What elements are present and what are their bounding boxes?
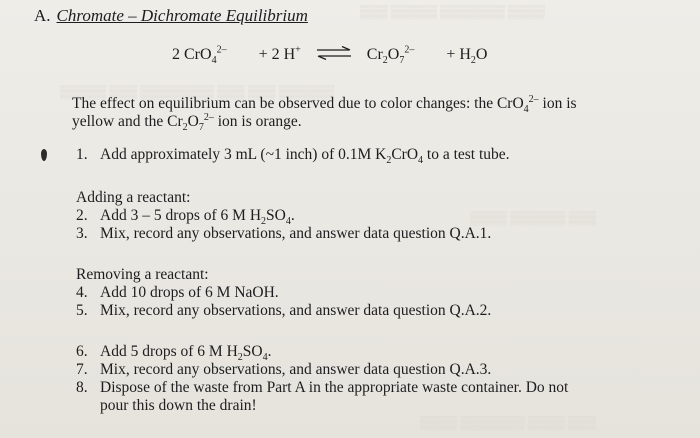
bleed-through-texture: ▒▒▒ ▒▒▒▒▒ ▒▒▒▒▒▒▒ ▒▒▒▒ (360, 4, 545, 19)
product-water: + $H_2O$ (446, 46, 488, 67)
bullet-dot-icon (41, 149, 47, 161)
intro-line-1: The effect on equilibrium can be observed due to color changes: the CrO$_4^{2-}$ ion is (72, 93, 577, 116)
reactant-hydrogen: + 2 H+ (258, 44, 301, 64)
reactant-chromate: 2 CrO$_4^{2-}$ (172, 44, 227, 67)
step-8: 8. Dispose of the waste from Part A in the appropriate waste container. Do not (76, 379, 569, 396)
intro-line-2: yellow and the $Cr_2O_7^{2-}$ ion is orange. (72, 111, 302, 134)
step-3: 3. Mix, record any observations, and answer data question Q.A.1. (76, 225, 492, 242)
section-name: Chromate – Dichromate Equilibrium (56, 6, 308, 25)
step-6: 6. Add 5 drops of 6 M $H_2SO_4$. (76, 343, 272, 364)
step-2: 2. Add 3 – 5 drops of 6 M $H_2SO_4$. (76, 207, 295, 228)
section-title (34, 6, 308, 26)
step-4: 4. Add 10 drops of 6 M NaOH. (76, 284, 279, 301)
bleed-through-texture: ▒▒▒▒▒ ▒▒▒ ▒▒▒▒▒▒▒▒ ▒▒▒ ▒▒▒ ▒▒▒▒▒▒ (60, 84, 335, 99)
bleed-through-texture: ▒▒▒▒ ▒▒▒▒▒▒ ▒▒▒ (470, 210, 597, 225)
heading-removing-reactant: Removing a reactant: (76, 266, 209, 283)
step-5: 5. Mix, record any observations, and answer data question Q.A.2. (76, 302, 492, 319)
heading-adding-reactant: Adding a reactant: (76, 189, 191, 206)
step-8-continued: pour this down the drain! (100, 397, 257, 414)
bleed-through-texture: ▒▒▒▒ ▒▒▒▒▒▒▒ ▒▒▒▒ ▒▒▒ (420, 415, 596, 430)
product-dichromate: $Cr_2O_7^{2-}$ (366, 44, 415, 67)
equilibrium-equation (172, 46, 487, 65)
equilibrium-arrow-icon (315, 46, 353, 65)
section-letter: A. (34, 6, 51, 25)
step-1: 1. Add approximately 3 mL (~1 inch) of 0.1M $K_2CrO_4$ to a test tube. (76, 146, 510, 167)
step-7: 7. Mix, record any observations, and answer data question Q.A.3. (76, 361, 492, 378)
